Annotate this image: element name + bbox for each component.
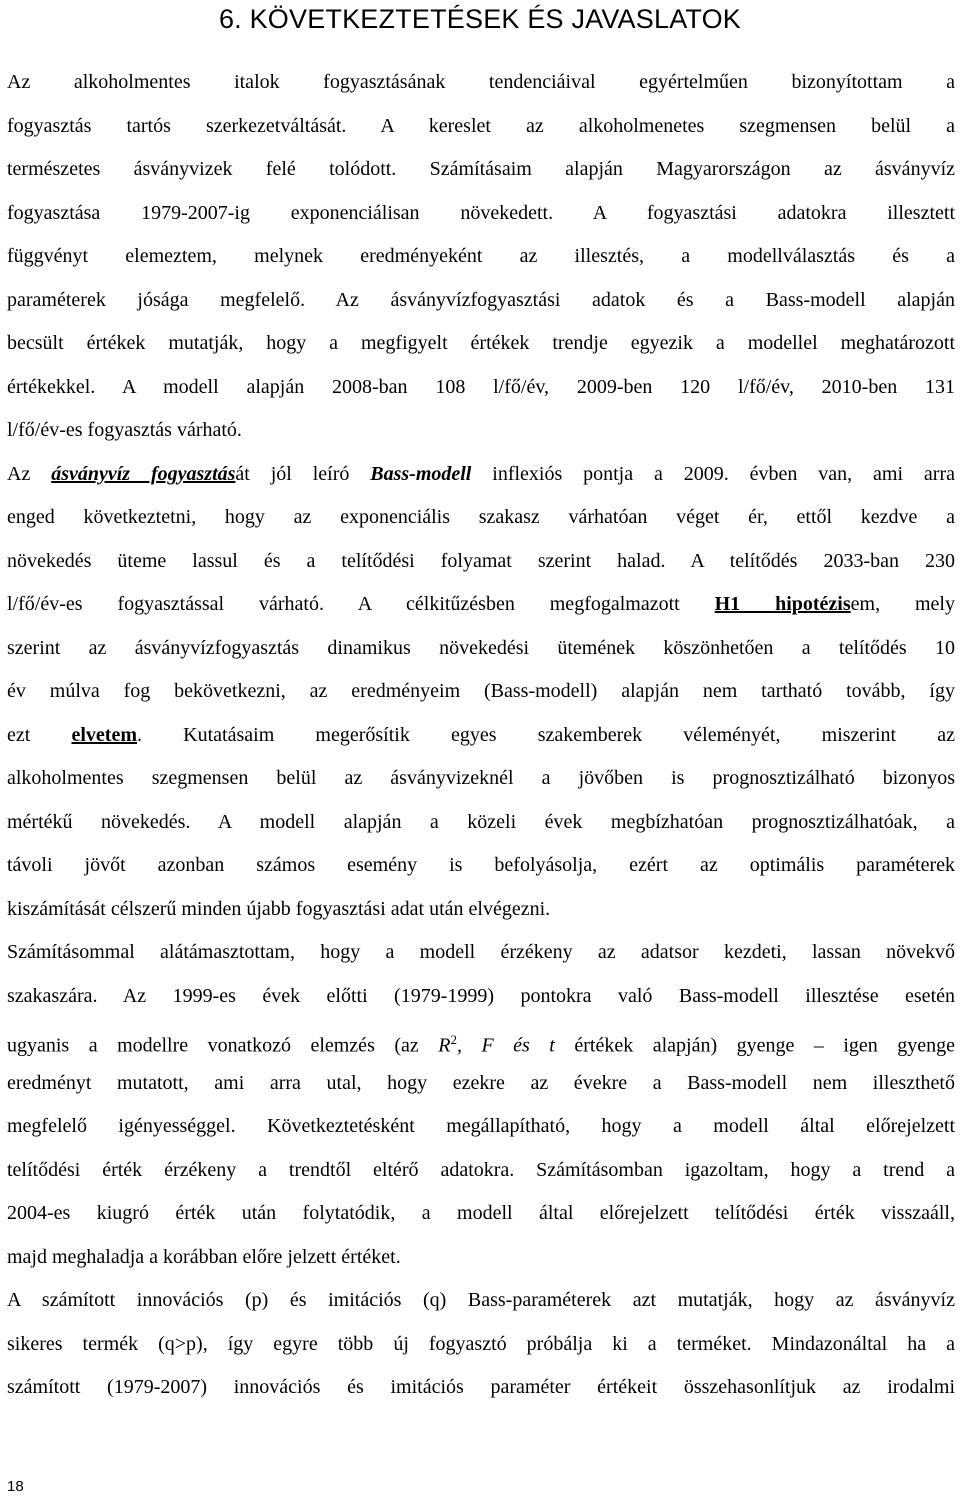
text-line: eredményt mutatott, ami arra utal, hogy ezekre az évekre a Bass-modell nem illeszthető — [7, 1071, 955, 1094]
text-run: ezt — [7, 723, 72, 746]
formula-f-t: , F és t — [456, 1034, 555, 1057]
emphasis-bass-model: Bass-modell — [370, 462, 472, 485]
text-line: enged következtetni, hogy az exponenciális szakasz várhatóan véget ér, ettől kezdve a — [7, 506, 955, 528]
emphasis-mineral-water: ásványvíz fogyasztás — [51, 462, 236, 485]
text-line: számított (1979-2007) innovációs és imitációs paraméter értékeit összehasonlítjuk az irodalmi — [7, 1376, 955, 1398]
text-run: . Kutatásaim megerősítik egyes szakemberek véleményét, miszerint az — [137, 723, 955, 746]
paragraph-2 — [7, 453, 955, 932]
text-line: megfelelő igényességgel. Következtetésként megállapítható, hogy a modell által előrejelzett — [7, 1115, 955, 1137]
text-line: távoli jövőt azonban számos esemény is befolyásolja, ezért az optimális paraméterek — [7, 854, 955, 876]
text-line: kiszámítását célszerű minden újabb fogyasztási adat után elvégezni. — [7, 897, 551, 920]
text-line: becsült értékek mutatják, hogy a megfigyelt értékek trendje egyezik a modellel meghatározott — [7, 332, 955, 354]
paragraph-3 — [7, 931, 955, 1279]
text-run: inflexiós pontja a 2009. évben van, ami arra — [471, 462, 955, 485]
text-line: fogyasztás tartós szerkezetváltását. A kereslet az alkoholmenetes szegmensen belül a — [7, 114, 955, 137]
text-run: l/fő/év-es fogyasztással várható. A célkitűzésben megfogalmazott — [7, 593, 715, 615]
text-line: paraméterek jósága megfelelő. Az ásványvízfogyasztási adatok és a Bass-modell alapján — [7, 288, 955, 311]
text-line: értékekkel. A modell alapján 2008-ban 108 l/fő/év, 2009-ben 120 l/fő/év, 2010-ben 131 — [7, 375, 955, 398]
text-line: mértékű növekedés. A modell alapján a közeli évek megbízhatóan prognosztizálhatóak, a — [7, 810, 955, 833]
text-line — [7, 453, 955, 497]
text-line: majd meghaladja a korábban előre jelzett értéket. — [7, 1245, 401, 1268]
text-line: függvényt elemeztem, melynek eredményeként az illesztés, a modellválasztás és a — [7, 245, 955, 267]
page-number: 18 — [7, 1478, 24, 1495]
text-run: át jól leíró — [235, 462, 371, 485]
body-text — [7, 61, 955, 1410]
text-line: szerint az ásványvízfogyasztás dinamikus növekedési ütemének köszönhetően a telítődés 10 — [7, 636, 955, 659]
emphasis-rejected: elvetem — [71, 723, 137, 746]
text-line — [7, 714, 955, 758]
text-line: növekedés üteme lassul és a telítődési folyamat szerint halad. A telítődés 2033-ban 230 — [7, 549, 955, 572]
emphasis-h1-hypothesis: H1 hipotézis — [714, 593, 851, 615]
text-run: em, mely — [850, 593, 955, 615]
text-line: sikeres termék (q>p), így egyre több új fogyasztó próbálja ki a terméket. Mindazonáltal ha a — [7, 1332, 955, 1355]
text-line: év múlva fog bekövetkezni, az eredményeim (Bass-modell) alapján nem tartható tovább, így — [7, 680, 955, 702]
text-line: Számításommal alátámasztottam, hogy a modell érzékeny az adatsor kezdeti, lassan növekvő — [7, 941, 955, 963]
text-line — [7, 1018, 955, 1062]
chapter-heading: 6. KÖVETKEZTETÉSEK ÉS JAVASLATOK — [218, 4, 742, 34]
formula-superscript: 2 — [450, 1032, 457, 1047]
text-run: Az — [7, 462, 52, 485]
text-line — [7, 583, 955, 627]
text-line: szakaszára. Az 1999-es évek előtti (1979-1999) pontokra való Bass-modell illesztése esetén — [7, 984, 955, 1007]
text-line: Az alkoholmentes italok fogyasztásának tendenciáival egyértelműen bizonyítottam a — [7, 71, 955, 93]
text-line: alkoholmentes szegmensen belül az ásványvizeknél a jövőben is prognosztizálható bizonyos — [7, 767, 955, 789]
text-line: természetes ásványvizek felé tolódott. Számításaim alapján Magyarországon az ásványvíz — [7, 158, 955, 180]
text-line: A számított innovációs (p) és imitációs (q) Bass-paraméterek azt mutatják, hogy az ásványvíz — [7, 1289, 955, 1311]
paragraph-4 — [7, 1279, 955, 1410]
paragraph-1 — [7, 61, 955, 453]
formula-r: R — [438, 1034, 451, 1057]
text-line: telítődési érték érzékeny a trendtől eltérő adatokra. Számításomban igazoltam, hogy a trend a — [7, 1158, 955, 1181]
text-line: 2004-es kiugró érték után folytatódik, a modell által előrejelzett telítődési érték visszaáll, — [7, 1202, 955, 1224]
text-line: fogyasztása 1979-2007-ig exponenciálisan növekedett. A fogyasztási adatokra illesztett — [7, 201, 955, 224]
text-line: l/fő/év-es fogyasztás várható. — [7, 419, 242, 441]
text-run: értékek alapján) gyenge – igen gyenge — [554, 1034, 955, 1057]
text-run: ugyanis a modellre vonatkozó elemzés (az — [7, 1034, 439, 1057]
